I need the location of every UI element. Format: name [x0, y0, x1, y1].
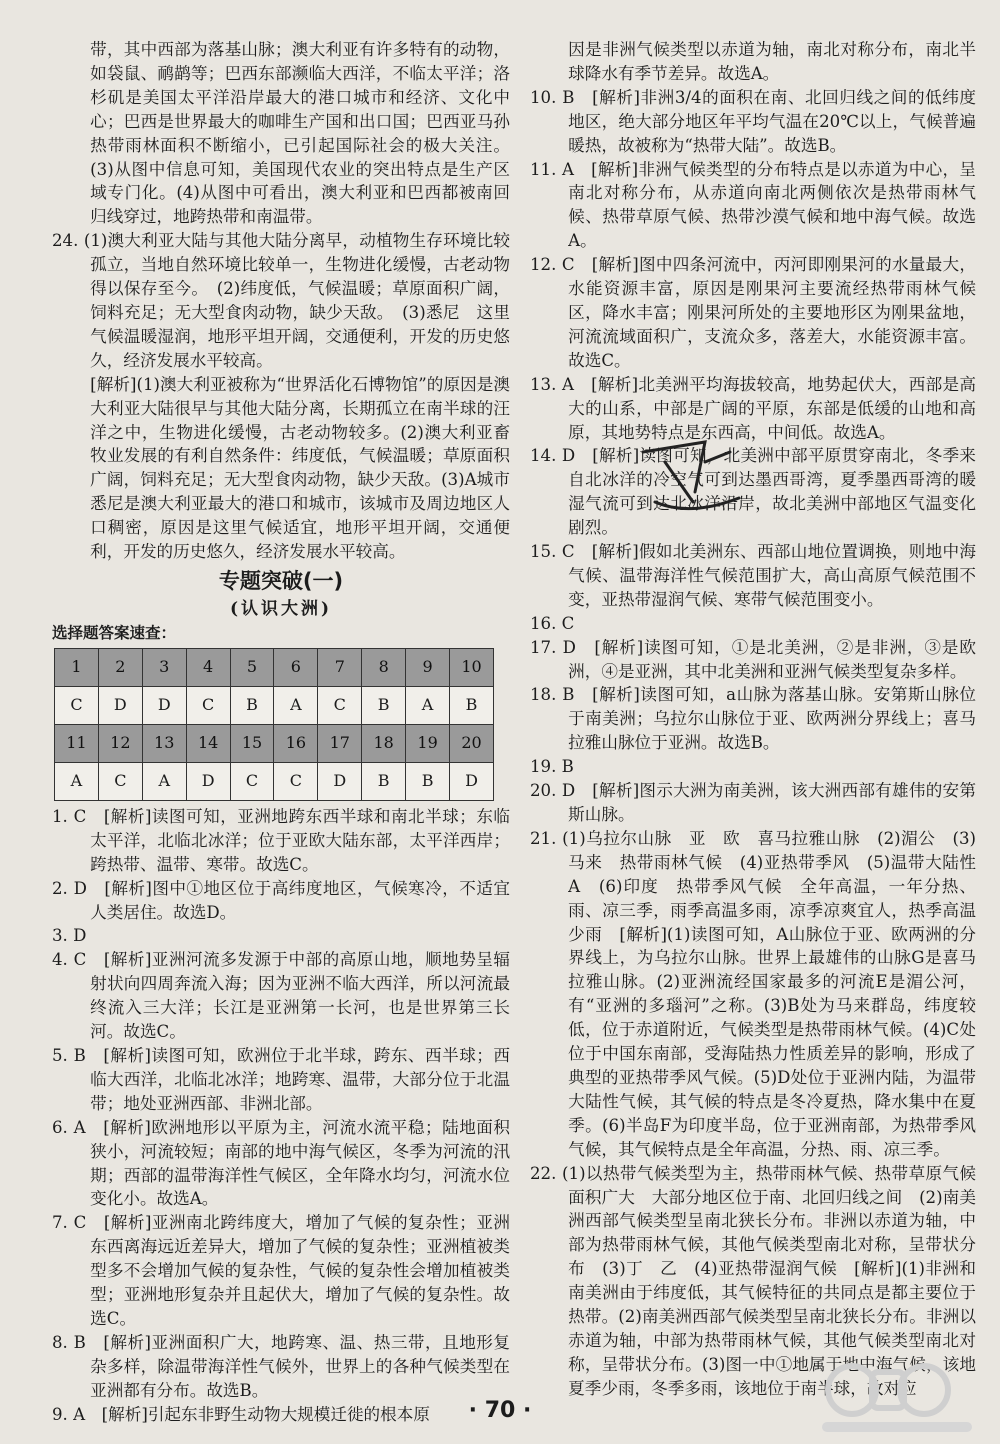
answer-letter: C	[230, 762, 274, 800]
question-number: 5	[230, 648, 274, 686]
answer-24: 24. (1)澳大利亚大陆与其他大陆分离早，动植物生存环境比较孤立，当地自然环境比较单一，生物进化缓慢，古老动物得以保存至今。 (2)纬度低，气候温暖；草原面积广阔，饲料充足；无大型食肉动物，缺少天敌。 (3)悉尼 这里气候温暖湿润，地形平坦开阔，交通便利，开发的历史悠久，经济发展水平较高。	[52, 231, 510, 370]
answer-item: 9. A [解析]引起东非野生动物大规模迁徙的根本原	[52, 1404, 430, 1424]
answer-letter: D	[142, 686, 186, 724]
answer-letter: D	[98, 686, 142, 724]
question-number: 12	[98, 724, 142, 762]
answer-item: 10. B [解析]非洲3/4的面积在南、北回归线之间的低纬度地区，绝大部分地区年平均气温在20℃以上，气候普遍暖热，故被称为“热带大陆”。故选B。	[530, 87, 976, 155]
answer-table	[54, 648, 494, 801]
answer-letter: B	[362, 762, 406, 800]
table-title: 选择题答案速查：	[52, 623, 177, 642]
table-row	[55, 762, 494, 800]
answer-item: 4. C [解析]亚洲河流多发源于中部的高原山地，顺地势呈辐射状向四周奔流入海；因为亚洲不临大西洋，所以河流最终流入三大洋；长江是亚洲第一长河，也是世界第三长河。故选C。	[52, 950, 510, 1042]
answer-item: 13. A [解析]北美洲平均海拔较高，地势起伏大，西部是高大的山系，中部是广阔的平原，东部是低缓的山地和高原，其地势特点是东西高，中间低。故选A。	[530, 374, 976, 442]
question-number: 4	[186, 648, 230, 686]
answer-item: 22. (1)以热带气候类型为主，热带雨林气候、热带草原气候面积广大 大部分地区位于南、北回归线之间 (2)南美洲西部气候类型呈南北狭长分布。非洲以赤道为轴，中部为热带雨林气候，其他气候类型南北对称，呈带状分布 (3)丁 乙 (4)亚热带湿润气候 [解析](1)非洲和南美洲由于纬度低，其气候特征的共同点是都主要位于热带。(2)南美洲西部气候类型呈南北狭长分布。非洲以赤道为轴，中部为热带雨林气候，其他气候类型南北对称，呈带状分布。(3)图一中①地属于地中海气候，该地夏季少雨，冬季多雨，该地位于南半球，故对应	[530, 1163, 976, 1398]
question-number: 20	[450, 724, 494, 762]
analysis-24: [解析](1)澳大利亚被称为“世界活化石博物馆”的原因是澳大利亚大陆很早与其他大陆分离，长期孤立在南半球的汪洋之中，生物进化缓慢，古老动物较多。(2)澳大利亚畜牧业发展的有利自然条件：纬度低，气候温暖；草原面积广阔，饲料充足；无大型食肉动物，缺少天敌。(3)A城市悉尼是澳大利亚最大的港口和城市，该城市及周边地区人口稠密，原因是这里气候适宜，地形平坦开阔，交通便利，开发的历史悠久，经济发展水平较高。	[90, 374, 510, 562]
answer-item: 11. A [解析]非洲气候类型的分布特点是以赤道为中心，呈南北对称分布，从赤道向南北两侧依次是热带雨林气候、热带草原气候、热带沙漠气候和地中海气候。故选A。	[530, 159, 976, 251]
answer-letter: C	[98, 762, 142, 800]
question-number: 14	[186, 724, 230, 762]
answer-letter: A	[406, 686, 450, 724]
table-row	[55, 724, 494, 762]
answer-letter: D	[186, 762, 230, 800]
right-column	[530, 38, 993, 1401]
question-number: 3	[142, 648, 186, 686]
answer-letter: D	[318, 762, 362, 800]
answer-item: 18. B [解析]读图可知，a山脉为落基山脉。安第斯山脉位于南美洲；乌拉尔山脉位于亚、欧两洲分界线上；喜马拉雅山脉位于亚洲。故选B。	[530, 685, 976, 753]
section-subheading: (认识大洲)	[229, 598, 333, 619]
question-number: 17	[318, 724, 362, 762]
question-number: 8	[362, 648, 406, 686]
answer-item: 8. B [解析]亚洲面积广大，地跨寒、温、热三带，且地形复杂多样，除温带海洋性气候外，世界上的各种气候类型在亚洲都有分布。故选B。	[52, 1332, 510, 1400]
question-number: 16	[274, 724, 318, 762]
question-number: 19	[406, 724, 450, 762]
watermark-logo	[812, 1358, 992, 1438]
answer-item: 5. B [解析]读图可知，欧洲位于北半球，跨东、西半球；西临大西洋，北临北冰洋；地跨寒、温带，大部分位于北温带；地处亚洲西部、非洲北部。	[52, 1046, 510, 1113]
answer-letter: B	[450, 686, 494, 724]
table-row	[55, 648, 494, 686]
answer-item: 1. C [解析]读图可知，亚洲地跨东西半球和南北半球；东临太平洋，北临北冰洋；位于亚欧大陆东部，太平洋西岸；跨热带、温带、寒带。故选C。	[52, 806, 510, 874]
answer-letter: C	[274, 762, 318, 800]
answer-item: 17. D [解析]读图可知，①是北美洲，②是非洲，③是欧洲，④是亚洲，其中北美洲和亚洲气候类型复杂多样。	[530, 637, 976, 681]
answer-letter: D	[450, 762, 494, 800]
answer-item: 6. A [解析]欧洲地形以平原为主，河流水流平稳；陆地面积狭小，河流较短；南部的地中海气候区，冬季为河流的汛期；西部的温带海洋性气候区，全年降水均匀，河流水位变化小。故选A。	[52, 1117, 510, 1209]
question-number: 7	[318, 648, 362, 686]
answer-item: 12. C [解析]图中四条河流中，丙河即刚果河的水量最大，水能资源丰富，原因是刚果河主要流经热带雨林气候区，降水丰富；刚果河所处的主要地形区为刚果盆地，河流流域面积广，支流众多，落差大，水能资源丰富。故选C。	[530, 255, 976, 370]
answer-letter: C	[318, 686, 362, 724]
answer-item: 15. C [解析]假如北美洲东、西部山地位置调换，则地中海气候、温带海洋性气候范围扩大，高山高原气候范围不变，亚热带湿润气候、寒带气候范围变小。	[530, 542, 976, 609]
pen-scribble-mark	[635, 432, 745, 528]
question-number: 9	[406, 648, 450, 686]
answer-letter: A	[274, 686, 318, 724]
question-number: 11	[55, 724, 99, 762]
answer-item: 20. D [解析]图示大洲为南美洲，该大洲西部有雄伟的安第斯山脉。	[530, 781, 976, 824]
paragraph: 带，其中西部为落基山脉；澳大利亚有许多特有的动物，如袋鼠、鸸鹋等；巴西东部濒临大西洋，不临太平洋；洛杉矶是美国太平洋沿岸最大的港口城市和经济、文化中心；巴西是世界最大的咖啡生产国和出口国；巴西亚马孙热带雨林面积不断缩小，已引起国际社会的极大关注。(3)从图中信息可知，美国现代农业的突出特点是生产区域专门化。(4)从图中可看出，澳大利亚和巴西都被南回归线穿过，地跨热带和南温带。	[90, 40, 510, 227]
question-number: 10	[450, 648, 494, 686]
answer-item: 3. D	[52, 926, 87, 946]
answer-item: 2. D [解析]图中①地区位于高纬度地区，气候寒冷，不适宜人类居住。故选D。	[52, 878, 510, 922]
answer-item: 7. C [解析]亚洲南北跨纬度大，增加了气候的复杂性；亚洲东西离海远近差异大，增加了气候的复杂性；亚洲植被类型多不会增加气候的复杂性，气候的复杂性会增加植被类型；亚洲地形复杂并且起伏大，增加了气候的复杂性。故选C。	[52, 1213, 510, 1328]
answer-item: 14. D [解析]读图可知，北美洲中部平原贯穿南北，冬季来自北冰洋的冷空气可到达墨西哥湾，夏季墨西哥湾的暖湿气流可到达北冰洋沿岸，故北美洲中部地区气温变化剧烈。	[530, 446, 976, 538]
section-heading: 专题突破(一)	[218, 568, 344, 593]
question-number: 1	[55, 648, 99, 686]
answer-letter: A	[55, 762, 99, 800]
answer-item: 21. (1)乌拉尔山脉 亚 欧 喜马拉雅山脉 (2)湄公 (3)马来 热带雨林气候 (4)亚热带季风 (5)温带大陆性 A (6)印度 热带季风气候 全年高温，一年分热、雨、凉三季，雨季高温多雨，凉季凉爽宜人，热季高温少雨 [解析](1)读图可知，A山脉位于亚、欧两洲的分界线上，为乌拉尔山脉。世界上最雄伟的山脉G是喜马拉雅山脉。(2)亚洲流经国家最多的河流E是湄公河，有“亚洲的多瑙河”之称。(3)B处为马来群岛，纬度较低，位于赤道附近，气候类型是热带雨林气候。(4)C处位于中国东南部，受海陆热力性质差异的影响，形成了典型的亚热带季风气候。(5)D处位于亚洲内陆，为温带大陆性气候，其气候的特点是冬冷夏热，降水集中在夏季。(6)半岛F为印度半岛，位于亚洲南部，为热带季风气候，其气候特点是全年高温，分热、雨、凉三季。	[530, 828, 993, 1159]
answer-letter: C	[55, 686, 99, 724]
table-row	[55, 686, 494, 724]
answer-item: 19. B	[530, 757, 574, 777]
question-number: 15	[230, 724, 274, 762]
answer-letter: A	[142, 762, 186, 800]
answer-item: 因是非洲气候类型以赤道为轴，南北对称分布，南北半球降水有季节差异。故选A。	[568, 40, 976, 83]
question-number: 13	[142, 724, 186, 762]
question-number: 18	[362, 724, 406, 762]
question-number: 2	[98, 648, 142, 686]
answer-letter: B	[230, 686, 274, 724]
left-column	[52, 38, 510, 1427]
answer-letter: C	[186, 686, 230, 724]
page-number: · 70 ·	[468, 1398, 532, 1423]
answer-item: 16. C	[530, 613, 575, 633]
answer-letter: B	[406, 762, 450, 800]
answer-letter: B	[362, 686, 406, 724]
question-number: 6	[274, 648, 318, 686]
